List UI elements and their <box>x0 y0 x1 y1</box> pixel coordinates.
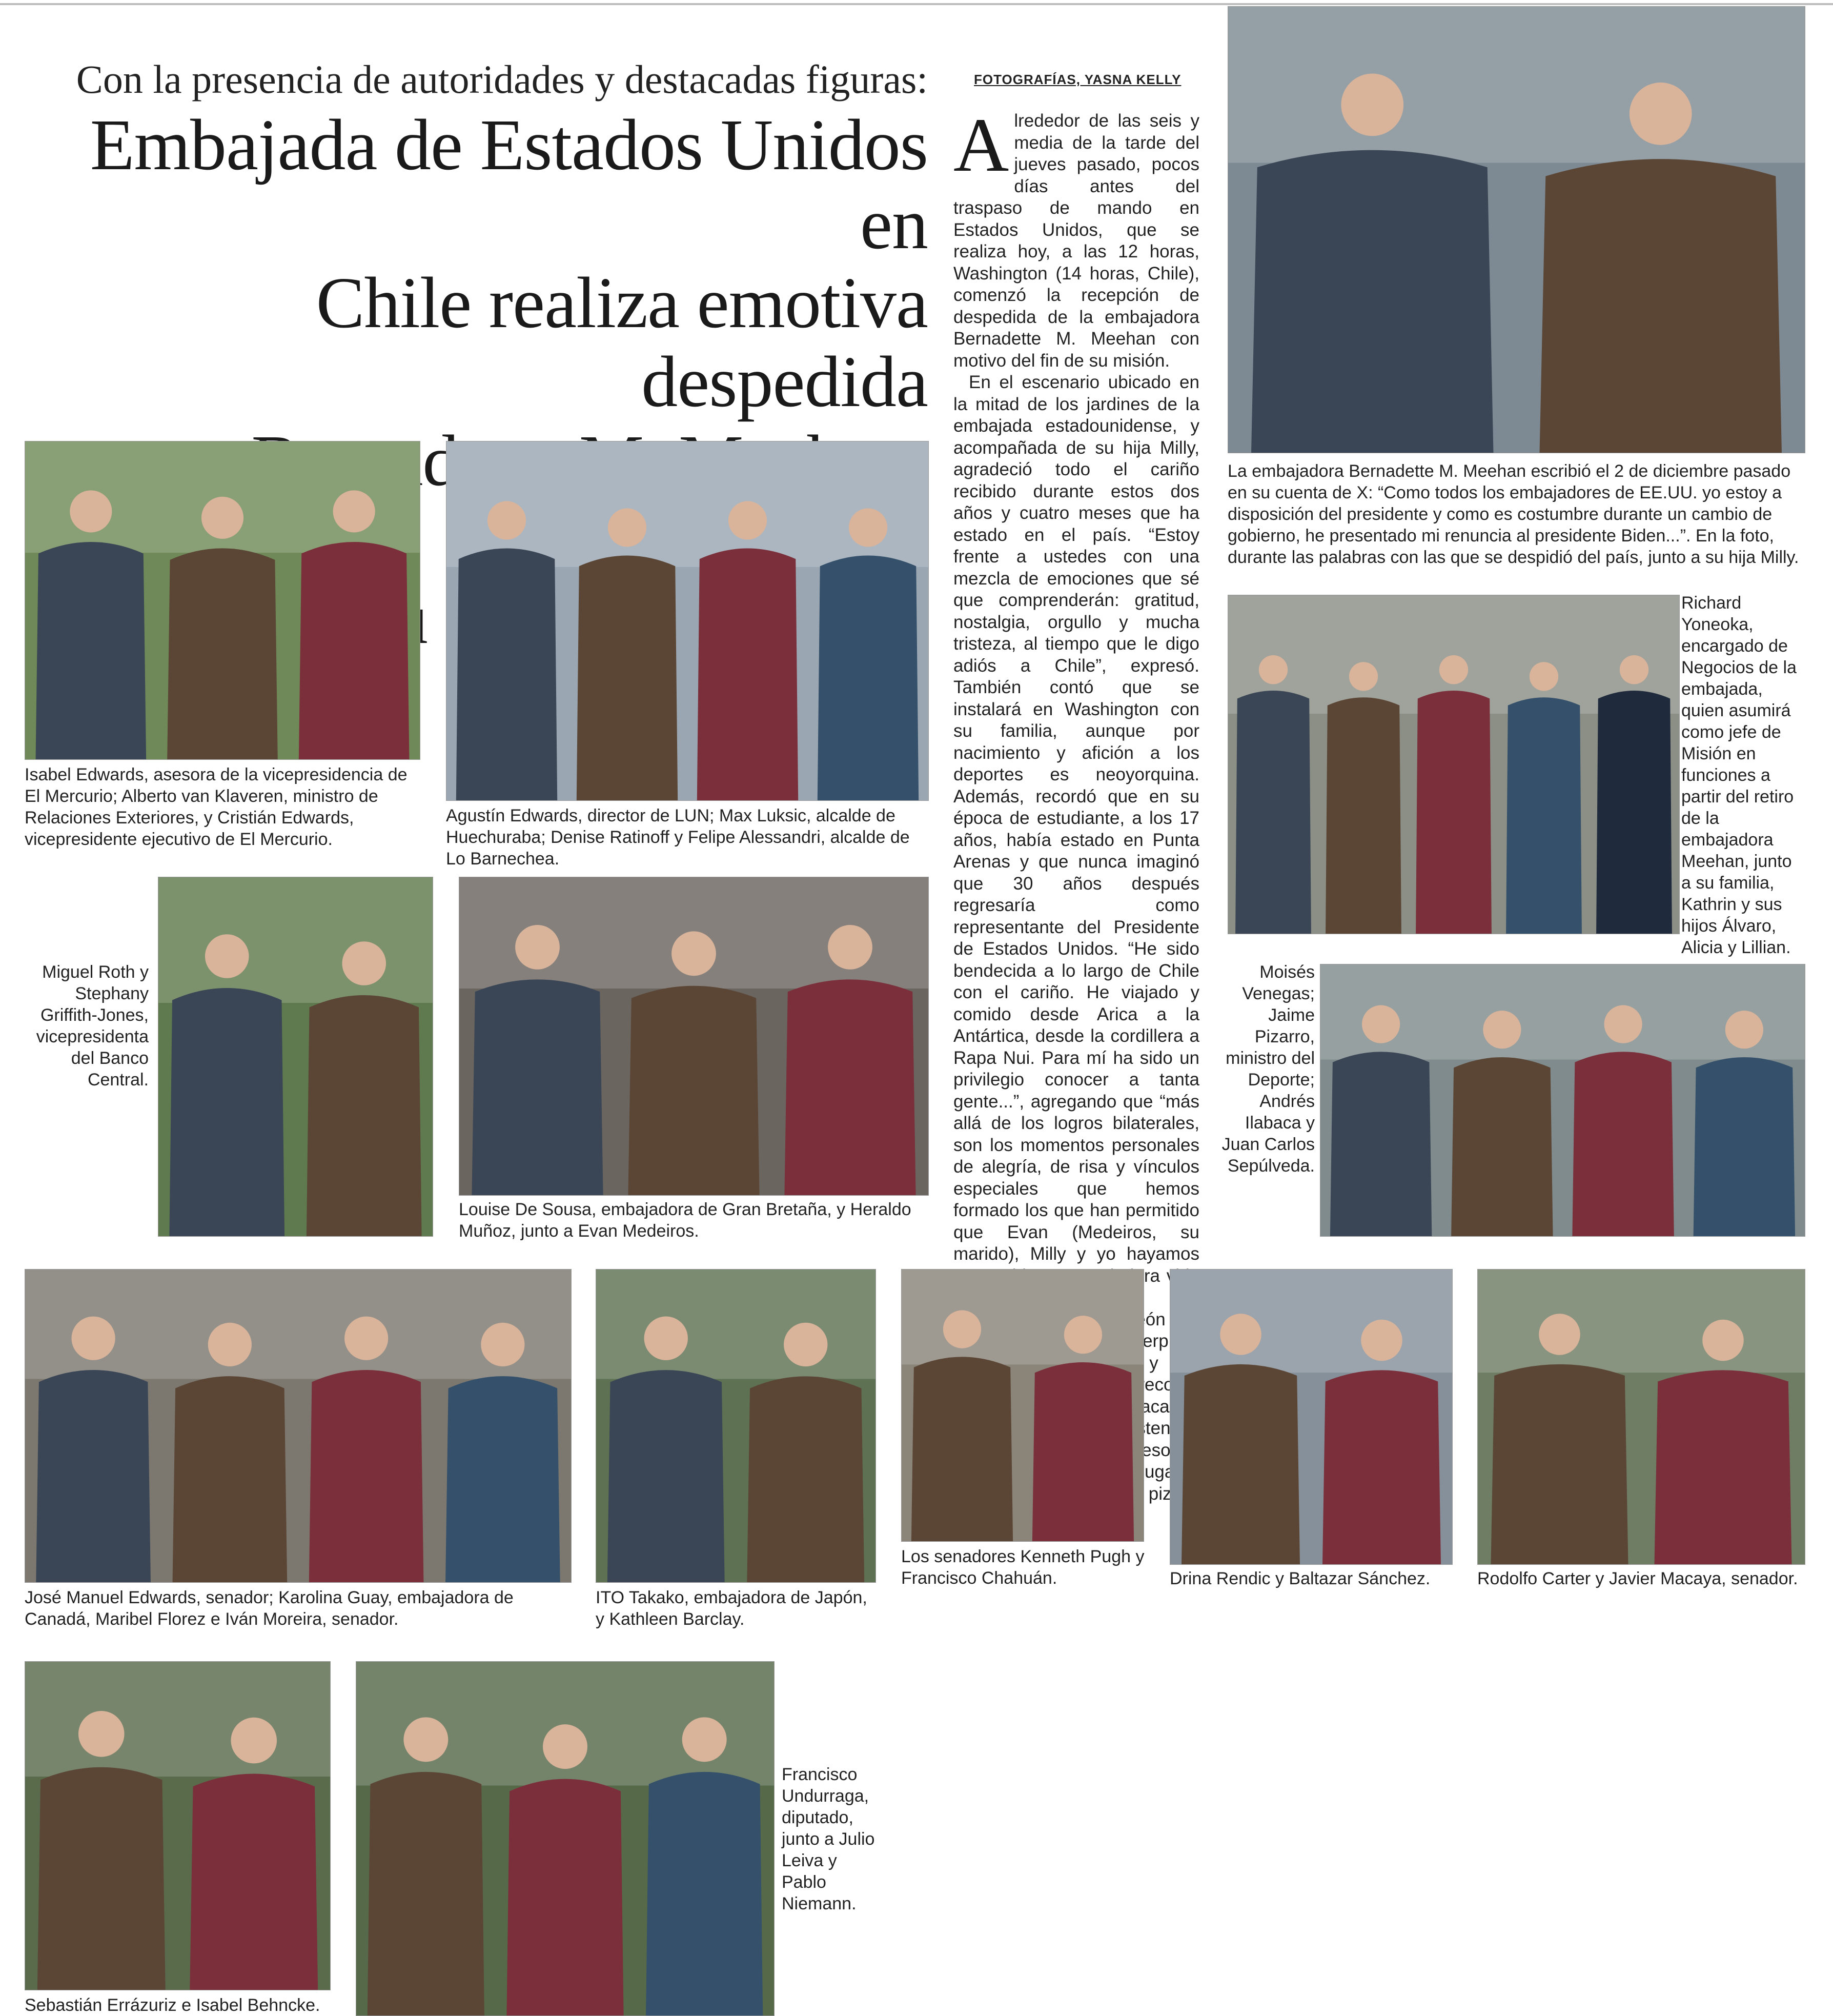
person-head <box>543 1724 587 1769</box>
photo-yoneoka-family <box>1228 595 1679 934</box>
photo-agustin-max-denise-felipe <box>446 441 928 800</box>
photo-13 <box>25 1661 331 1990</box>
person-body <box>173 1376 288 1582</box>
person-head <box>231 1718 277 1764</box>
photo-1 <box>25 441 420 760</box>
person-body <box>1182 1364 1300 1564</box>
person-body <box>1694 1057 1795 1236</box>
photo-5 <box>158 877 433 1237</box>
photo-meehan-podium <box>1228 7 1805 453</box>
person-head <box>849 508 887 547</box>
person-body <box>577 556 678 800</box>
person-body <box>445 1376 560 1582</box>
person-body <box>1032 1362 1134 1541</box>
person-body <box>1416 691 1492 934</box>
person-body <box>1330 1052 1432 1236</box>
caption-6: Louise De Sousa, embajadora de Gran Bretaña, y Heraldo Muñoz, junto a Evan Medeiros. <box>459 1200 911 1241</box>
person-head <box>1539 1314 1580 1355</box>
photo-9 <box>596 1269 876 1583</box>
person-head <box>1530 662 1558 691</box>
person-body <box>36 542 147 759</box>
person-body <box>190 1774 318 1990</box>
person-head <box>487 501 526 539</box>
person-body <box>1655 1370 1792 1564</box>
person-head <box>828 925 872 970</box>
person-body <box>818 556 919 800</box>
person-body <box>1451 1057 1553 1236</box>
person-body <box>167 548 278 759</box>
person-body <box>37 1767 166 1990</box>
caption-10: Los senadores Kenneth Pugh y Francisco Chahuán. <box>901 1547 1145 1588</box>
person-body <box>169 988 284 1236</box>
person-head <box>208 1323 252 1366</box>
person-body <box>607 1370 725 1582</box>
photo-isabel-alberto-cristian <box>25 441 420 759</box>
person-head <box>78 1711 125 1757</box>
caption-4: Richard Yoneoka, encargado de Negocios de la embajada, quien asumirá como jefe de Misión en funciones a partir del retiro de la embajadora Meehan, junto a su familia, Kathrin y sus hijos Álvaro, Alicia y Lillian. <box>1681 593 1797 957</box>
article-paragraph: En el escenario ubicado en la mitad de los jardines de la embajada estadounidense, y acompañada de su hija Milly, agradeció todo el cariño recibido durante estos dos años y cuatro meses que ha estado en el país. “Estoy frente a ustedes con una mezcla de emociones que sé que comprenderán: gratitud, nostalgia, orgullo y mucha tristeza, al tiempo que le digo adiós a Chile”, expresó. También contó que se instalará en Washington con su familia, aunque por nacimiento y afición a los deportes es neoyorquina. Además, recordó que en su época de estudiante, a los 17 años, había estado en Punta Arenas y que nunca imaginó que 30 años después regresaría como representante del Presidente de Estados Unidos. “He sido bendecida a lo largo de Chile con el cariño. He viajado y comido desde Arica a la Antártica, desde la cordillera a Rapa Nui. Para mí ha sido un privilegio conocer a tanta gente...”, agregando que “más allá de los logros bilaterales, son los momentos personales de alegría, de risa y vínculos especiales que hemos formado los que han permitido que Evan (Medeiros, su marido), Milly y yo hayamos <box>953 372 1199 1264</box>
photo-sky <box>1478 1269 1805 1373</box>
caption-12: Rodolfo Carter y Javier Macaya, senador. <box>1477 1569 1798 1588</box>
person-head <box>205 934 249 978</box>
person-head <box>1630 83 1692 145</box>
person-head <box>671 931 716 976</box>
photo-ito-barclay <box>596 1269 875 1582</box>
caption-13: Sebastián Errázuriz e Isabel Behncke. <box>25 1995 320 2015</box>
person-body <box>456 549 557 800</box>
photo-sky <box>25 1662 330 1777</box>
person-head <box>1620 655 1648 684</box>
person-head <box>943 1311 981 1348</box>
caption-7: Moisés Venegas; Jaime Pizarro, ministro del Deporte; Andrés Ilabaca y Juan Carlos Sepúlveda. <box>1221 962 1315 1176</box>
person-head <box>72 1317 115 1360</box>
caption-8: José Manuel Edwards, senador; Karolina Guay, embajadora de Canadá, Maribel Florez e Iván Moreira, senador. <box>25 1588 514 1629</box>
photo-10 <box>901 1269 1144 1542</box>
article-body <box>953 103 1199 1482</box>
caption-14: Francisco Undurraga, diputado, junto a Julio Leiva y Pablo Niemann. <box>782 1765 875 1913</box>
photo-edwards-guay-florez-moreira <box>25 1269 571 1582</box>
photo-sky <box>158 877 433 1003</box>
article-paragraph <box>953 103 1199 372</box>
person-head <box>344 1317 388 1360</box>
person-body <box>368 1772 484 2015</box>
person-body <box>309 1370 424 1582</box>
person-body <box>299 542 410 759</box>
photo-pugh-chahuan <box>902 1269 1144 1541</box>
person-head <box>403 1717 448 1762</box>
photo-3 <box>1228 6 1805 453</box>
person-body <box>472 979 603 1195</box>
person-body <box>697 549 798 800</box>
person-head <box>1604 1005 1642 1043</box>
photo-roth-griffith <box>158 877 433 1236</box>
photo-sky <box>902 1269 1144 1365</box>
person-body <box>1491 1364 1628 1564</box>
caption-9: ITO Takako, embajadora de Japón, y Kathleen Barclay. <box>596 1588 867 1629</box>
person-body <box>506 1779 623 2015</box>
photo-credit: FOTOGRAFÍAS, YASNA KELLY <box>974 72 1182 87</box>
person-head <box>728 501 767 539</box>
photo-2 <box>446 441 929 801</box>
person-head <box>1362 1005 1400 1043</box>
photo-8 <box>25 1269 572 1583</box>
person-head <box>784 1323 827 1366</box>
person-body <box>307 995 422 1236</box>
drop-cap: A <box>953 103 1009 188</box>
photo-undurraga-leiva-niemann <box>356 1662 774 2015</box>
caption-2: Agustín Edwards, director de LUN; Max Luksic, alcalde de Huechuraba; Denise Ratinoff y Felipe Alessandri, alcalde de Lo Barnechea. <box>446 806 910 869</box>
person-head <box>333 490 375 532</box>
caption-3: La embajadora Bernadette M. Meehan escribió el 2 de diciembre pasado en su cuenta de X: “Como todos los embajadores de EE.UU. yo estoy a disposición del presidente y como es costumbre durante un cambio de gobierno, he presentado mi renuncia al presidente Biden...”. En la foto, durante las palabras con las que se despidió del país, junto a su hija Milly. <box>1228 461 1799 567</box>
photo-6 <box>459 877 929 1196</box>
person-head <box>682 1717 727 1762</box>
caption-5: Miguel Roth y Stephany Griffith-Jones, vicepresidenta del Banco Central. <box>36 962 149 1090</box>
person-body <box>646 1772 763 2015</box>
person-head <box>342 941 386 985</box>
caption-1: Isabel Edwards, asesora de la vicepresidencia de El Mercurio; Alberto van Klaveren, ministro de Relaciones Exteriores, y Cristián Edwards, vicepresidente ejecutivo de El Mercurio. <box>25 765 408 849</box>
photo-carter-macaya <box>1478 1269 1805 1564</box>
photo-rendic-sanchez <box>1170 1269 1452 1564</box>
person-head <box>1220 1314 1261 1355</box>
photo-14 <box>356 1661 775 2016</box>
paragraph-text: lrededor de las seis y media de la tarde del jueves pasado, pocos días antes del traspaso de mando en Estados Unidos, que se realiza hoy, a las 12 horas, Washington (14 horas, Chile), comenzó la recepción de despedida de la embajadora Bernadette M. Meehan con motivo del fin de su misión. <box>953 111 1199 371</box>
person-body <box>911 1357 1013 1541</box>
person-body <box>747 1376 864 1582</box>
person-body <box>1326 697 1401 934</box>
photo-sky <box>1228 7 1805 163</box>
photo-sky <box>596 1269 875 1379</box>
photo-11 <box>1170 1269 1453 1565</box>
photo-4 <box>1228 595 1680 934</box>
person-body <box>36 1370 151 1582</box>
person-head <box>1259 655 1288 684</box>
person-head <box>1439 655 1468 684</box>
photo-venegas-pizarro-ilabaca-sepulveda <box>1320 964 1805 1236</box>
person-head <box>1725 1011 1763 1049</box>
person-head <box>1361 1320 1402 1361</box>
person-head <box>201 497 243 539</box>
photo-desousa-munoz-medeiros <box>459 877 928 1195</box>
person-body <box>1540 159 1782 453</box>
person-head <box>1341 74 1403 136</box>
photo-sky <box>446 441 928 567</box>
photo-12 <box>1477 1269 1805 1565</box>
person-body <box>784 979 915 1195</box>
caption-11: Drina Rendic y Baltazar Sánchez. <box>1170 1569 1431 1588</box>
photo-sky <box>1170 1269 1452 1373</box>
headline-line: Embajada de Estados Unidos en <box>90 104 928 264</box>
person-head <box>644 1317 688 1360</box>
person-head <box>608 508 646 547</box>
top-rule <box>0 3 1833 5</box>
person-head <box>1064 1316 1102 1354</box>
person-body <box>1596 691 1672 934</box>
person-body <box>1251 150 1494 453</box>
person-body <box>1572 1052 1674 1236</box>
person-head <box>481 1323 524 1366</box>
kicker: Con la presencia de autoridades y destacadas figuras: <box>76 57 928 102</box>
person-head <box>515 925 560 970</box>
person-body <box>1235 691 1311 934</box>
person-body <box>1322 1370 1441 1564</box>
person-head <box>1349 662 1378 691</box>
photo-errazuriz-behncke <box>25 1662 330 1990</box>
person-head <box>1483 1011 1521 1049</box>
headline-line: Chile realiza emotiva despedida <box>316 262 928 422</box>
person-body <box>1506 697 1582 934</box>
photo-7 <box>1320 964 1805 1237</box>
article-paragraph: interpretó y recordó sacando asistentes, mesones lugares <box>1113 1331 1199 1482</box>
person-head <box>1702 1320 1744 1361</box>
person-head <box>70 490 112 532</box>
person-body <box>628 986 759 1195</box>
